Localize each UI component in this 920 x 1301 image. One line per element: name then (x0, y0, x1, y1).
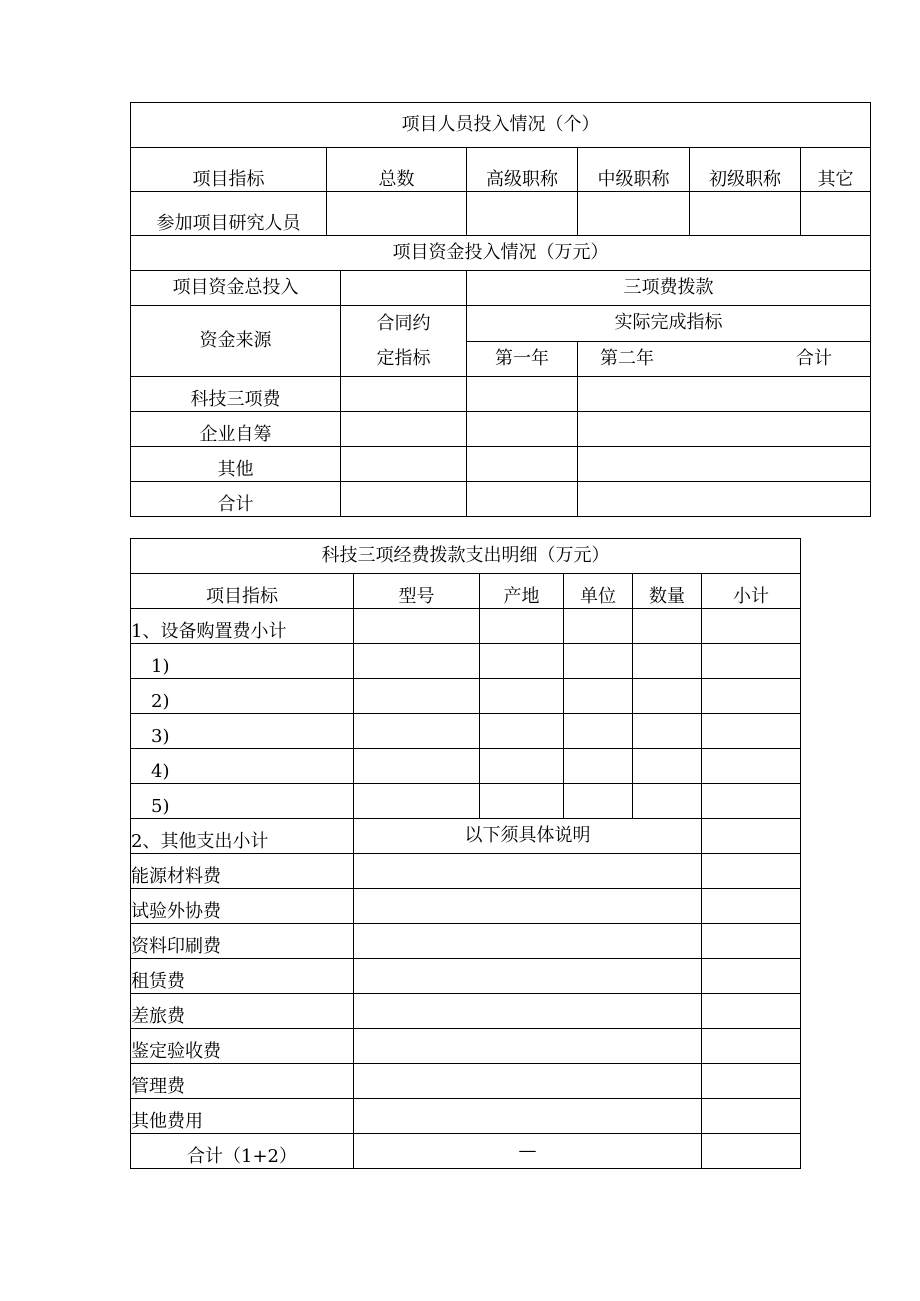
cell-subtotal[interactable] (702, 784, 801, 819)
cell-explanation[interactable] (354, 959, 702, 994)
project-input-table (130, 102, 871, 517)
other-expenses-note: 以下须具体说明 (354, 819, 702, 854)
cell-model[interactable] (354, 644, 480, 679)
funding-title: 项目资金投入情况（万元） (131, 236, 871, 271)
total-investment-value[interactable] (341, 271, 467, 306)
detail-title: 科技三项经费拨款支出明细（万元） (131, 539, 801, 574)
cell-origin[interactable] (480, 644, 564, 679)
contract-target-label: 合同约 定指标 (341, 306, 467, 377)
cell-contract-value[interactable] (341, 482, 467, 517)
cell-subtotal[interactable] (702, 609, 801, 644)
cell-quantity[interactable] (633, 749, 702, 784)
cell-grand-total[interactable] (702, 1134, 801, 1169)
cell-explanation[interactable] (354, 854, 702, 889)
year-one-label: 第一年 (467, 341, 578, 377)
year-two-and-total-label (578, 341, 871, 377)
cell-junior-researchers[interactable] (690, 192, 801, 236)
cell-model[interactable] (354, 749, 480, 784)
cell-quantity[interactable] (633, 644, 702, 679)
other-item-energy-materials: 能源材料费 (131, 854, 354, 889)
cell-subtotal[interactable] (702, 854, 801, 889)
appropriation-label: 三项费拨款 (467, 271, 871, 306)
cell-model[interactable] (354, 714, 480, 749)
header-quantity: 数量 (633, 574, 702, 609)
cell-origin[interactable] (480, 749, 564, 784)
cell-origin[interactable] (480, 679, 564, 714)
cell-subtotal[interactable] (702, 714, 801, 749)
cell-unit[interactable] (564, 714, 633, 749)
cell-total-researchers[interactable] (327, 192, 467, 236)
cell-quantity[interactable] (633, 784, 702, 819)
row-label-funds-total: 合计 (131, 482, 341, 517)
equipment-subtotal-label: 1、设备购置费小计 (131, 609, 354, 644)
header-origin: 产地 (480, 574, 564, 609)
cell-model[interactable] (354, 784, 480, 819)
other-item-appraisal: 鉴定验收费 (131, 1029, 354, 1064)
cell-model[interactable] (354, 679, 480, 714)
cell-subtotal[interactable] (702, 749, 801, 784)
cell-subtotal[interactable] (702, 924, 801, 959)
cell-origin[interactable] (480, 784, 564, 819)
personnel-title: 项目人员投入情况（个） (131, 103, 871, 148)
cell-subtotal[interactable] (702, 1099, 801, 1134)
cell-year-one-value[interactable] (467, 482, 578, 517)
other-item-management: 管理费 (131, 1064, 354, 1099)
row-label-self-funded: 企业自筹 (131, 412, 341, 447)
cell-explanation[interactable] (354, 889, 702, 924)
cell-year-one-value[interactable] (467, 447, 578, 482)
equipment-item-2: 2) (131, 679, 354, 714)
header-project-indicator: 项目指标 (131, 148, 327, 192)
cell-subtotal[interactable] (702, 679, 801, 714)
cell-subtotal[interactable] (702, 819, 801, 854)
row-label-other-funds: 其他 (131, 447, 341, 482)
other-item-miscellaneous: 其他费用 (131, 1099, 354, 1134)
cell-quantity[interactable] (633, 609, 702, 644)
header-total: 总数 (327, 148, 467, 192)
header-middle-title: 中级职称 (578, 148, 690, 192)
other-item-rental: 租赁费 (131, 959, 354, 994)
cell-subtotal[interactable] (702, 644, 801, 679)
equipment-item-3: 3) (131, 714, 354, 749)
header-model: 型号 (354, 574, 480, 609)
cell-quantity[interactable] (633, 679, 702, 714)
other-expenses-subtotal-label: 2、其他支出小计 (131, 819, 354, 854)
row-label-tech-fees: 科技三项费 (131, 377, 341, 412)
year-two-label: 第二年 (600, 347, 654, 369)
cell-unit[interactable] (564, 644, 633, 679)
cell-subtotal[interactable] (702, 994, 801, 1029)
row-label-researchers: 参加项目研究人员 (131, 192, 327, 236)
cell-subtotal[interactable] (702, 1029, 801, 1064)
grand-total-label: 合计（1+2） (131, 1134, 354, 1169)
header-subtotal: 小计 (702, 574, 801, 609)
cell-subtotal[interactable] (702, 959, 801, 994)
cell-contract-value[interactable] (341, 447, 467, 482)
grand-total-dash: — (354, 1134, 702, 1169)
cell-subtotal[interactable] (702, 889, 801, 924)
other-item-travel: 差旅费 (131, 994, 354, 1029)
equipment-item-5: 5) (131, 784, 354, 819)
cell-year-two-value[interactable] (578, 412, 871, 447)
cell-unit[interactable] (564, 784, 633, 819)
total-investment-label: 项目资金总投入 (131, 271, 341, 306)
cell-unit[interactable] (564, 609, 633, 644)
other-item-printing: 资料印刷费 (131, 924, 354, 959)
cell-explanation[interactable] (354, 1064, 702, 1099)
expenditure-detail-table (130, 538, 801, 1169)
header-senior-title: 高级职称 (467, 148, 578, 192)
cell-explanation[interactable] (354, 1029, 702, 1064)
cell-year-one-value[interactable] (467, 412, 578, 447)
actual-target-label: 实际完成指标 (467, 306, 871, 342)
header-project-indicator: 项目指标 (131, 574, 354, 609)
cell-contract-value[interactable] (341, 412, 467, 447)
cell-unit[interactable] (564, 679, 633, 714)
cell-origin[interactable] (480, 609, 564, 644)
equipment-item-4: 4) (131, 749, 354, 784)
cell-origin[interactable] (480, 714, 564, 749)
cell-explanation[interactable] (354, 1099, 702, 1134)
cell-contract-value[interactable] (341, 377, 467, 412)
cell-year-two-value[interactable] (578, 377, 871, 412)
cell-year-two-value[interactable] (578, 482, 871, 517)
cell-quantity[interactable] (633, 714, 702, 749)
cell-year-one-value[interactable] (467, 377, 578, 412)
header-junior-title: 初级职称 (690, 148, 801, 192)
cell-other-researchers[interactable] (801, 192, 871, 236)
cell-explanation[interactable] (354, 994, 702, 1029)
cell-senior-researchers[interactable] (467, 192, 578, 236)
other-item-outsourced-testing: 试验外协费 (131, 889, 354, 924)
equipment-item-1: 1) (131, 644, 354, 679)
cell-explanation[interactable] (354, 924, 702, 959)
header-unit: 单位 (564, 574, 633, 609)
cell-unit[interactable] (564, 749, 633, 784)
cell-model[interactable] (354, 609, 480, 644)
cell-year-two-value[interactable] (578, 447, 871, 482)
header-other: 其它 (801, 148, 871, 192)
fund-source-label: 资金来源 (131, 306, 341, 377)
year-total-label: 合计 (796, 347, 833, 369)
cell-subtotal[interactable] (702, 1064, 801, 1099)
cell-middle-researchers[interactable] (578, 192, 690, 236)
